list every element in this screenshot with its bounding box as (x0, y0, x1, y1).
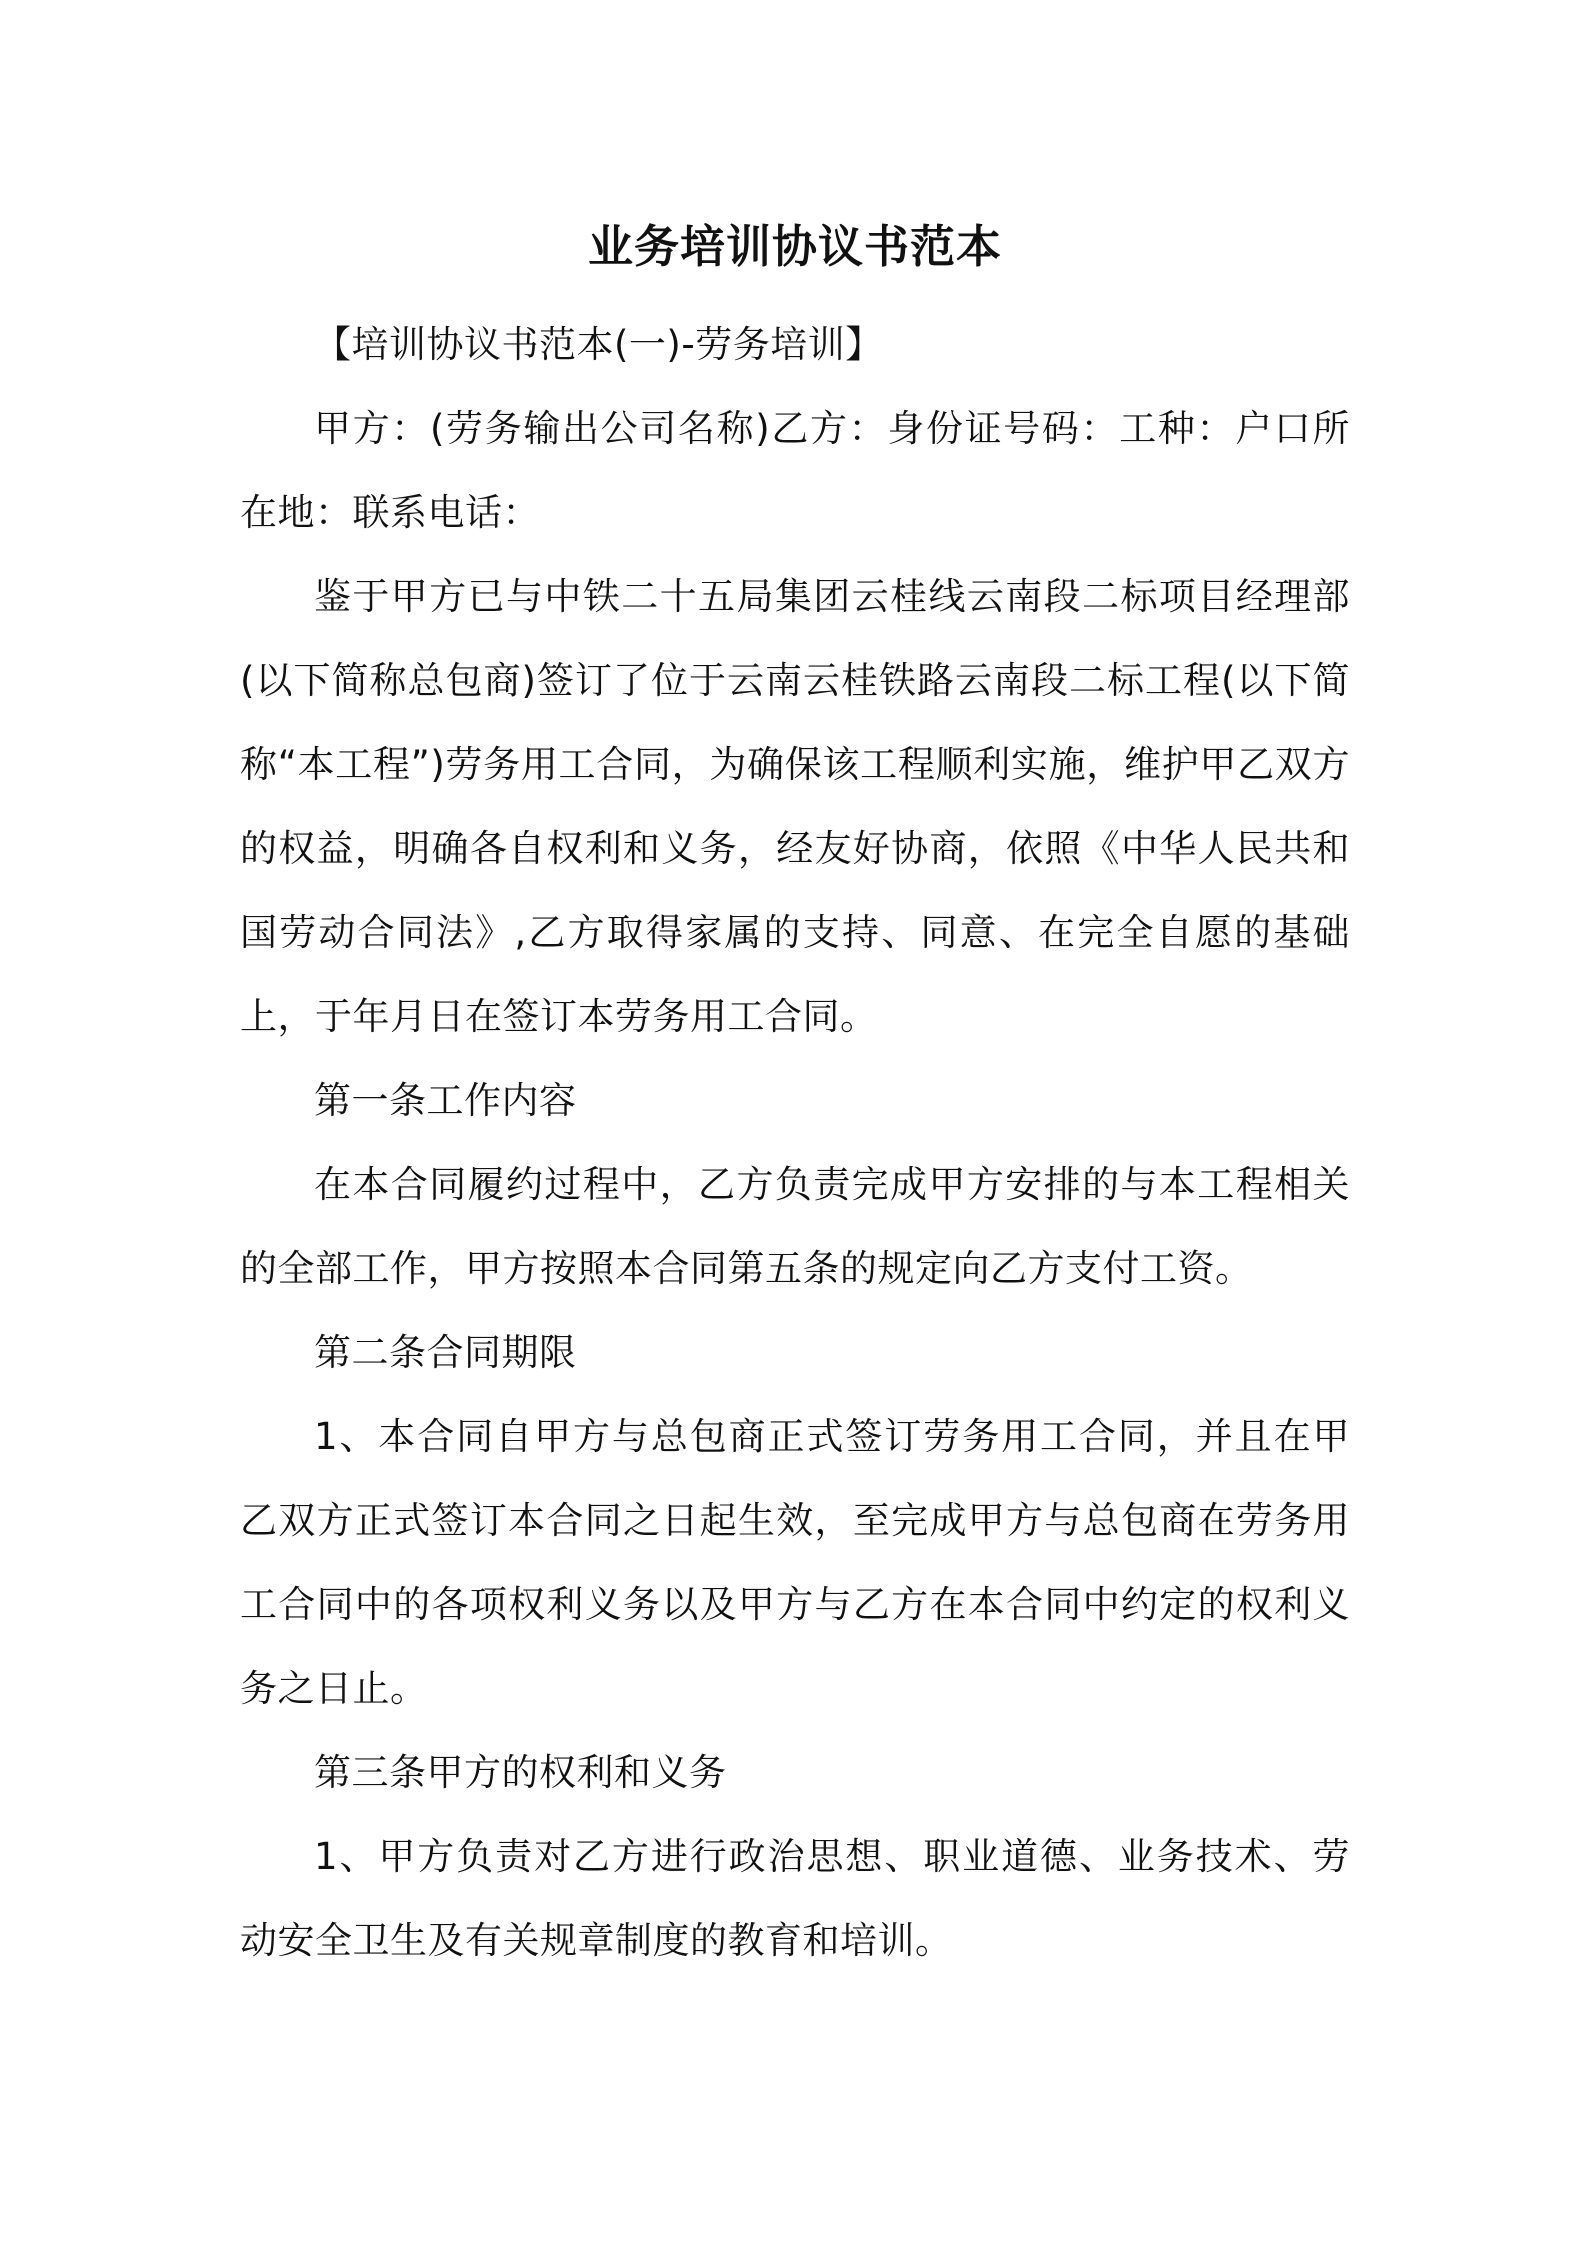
article-2-heading: 第二条合同期限 (314, 1331, 577, 1374)
article-1-body: 在本合同履约过程中，乙方负责完成甲方安排的与本工程相关的全部工作，甲方按照本合同第五条的规定向乙方支付工资。 (240, 1163, 1350, 1290)
section-heading: 【培训协议书范本(一)-劳务培训】 (314, 323, 883, 366)
document-body (240, 205, 1350, 1983)
article-2-clause-1: 1、本合同自甲方与总包商正式签订劳务用工合同，并且在甲乙双方正式签订本合同之日起生效，至完成甲方与总包商在劳务用工合同中的各项权利义务以及甲方与乙方在本合同中约定的权利义务之日止。 (240, 1415, 1350, 1710)
document-title: 业务培训协议书范本 (587, 220, 1002, 273)
article-3-heading: 第三条甲方的权利和义务 (314, 1751, 727, 1794)
preamble-paragraph: 鉴于甲方已与中铁二十五局集团云桂线云南段二标项目经理部(以下简称总包商)签订了位于云南云桂铁路云南段二标工程(以下简称“本工程”)劳务用工合同，为确保该工程顺利实施，维护甲乙双方的权益，明确各自权利和义务，经友好协商，依照《中华人民共和国劳动合同法》,乙方取得家属的支持、同意、在完全自愿的基础上，于年月日在签订本劳务用工合同。 (240, 575, 1350, 1038)
party-info-paragraph: 甲方：(劳务输出公司名称)乙方：身份证号码：工种：户口所在地：联系电话： (240, 407, 1350, 534)
article-3-clause-1: 1、甲方负责对乙方进行政治思想、职业道德、业务技术、劳动安全卫生及有关规章制度的教育和培训。 (240, 1835, 1350, 1962)
article-1-heading: 第一条工作内容 (314, 1079, 577, 1122)
